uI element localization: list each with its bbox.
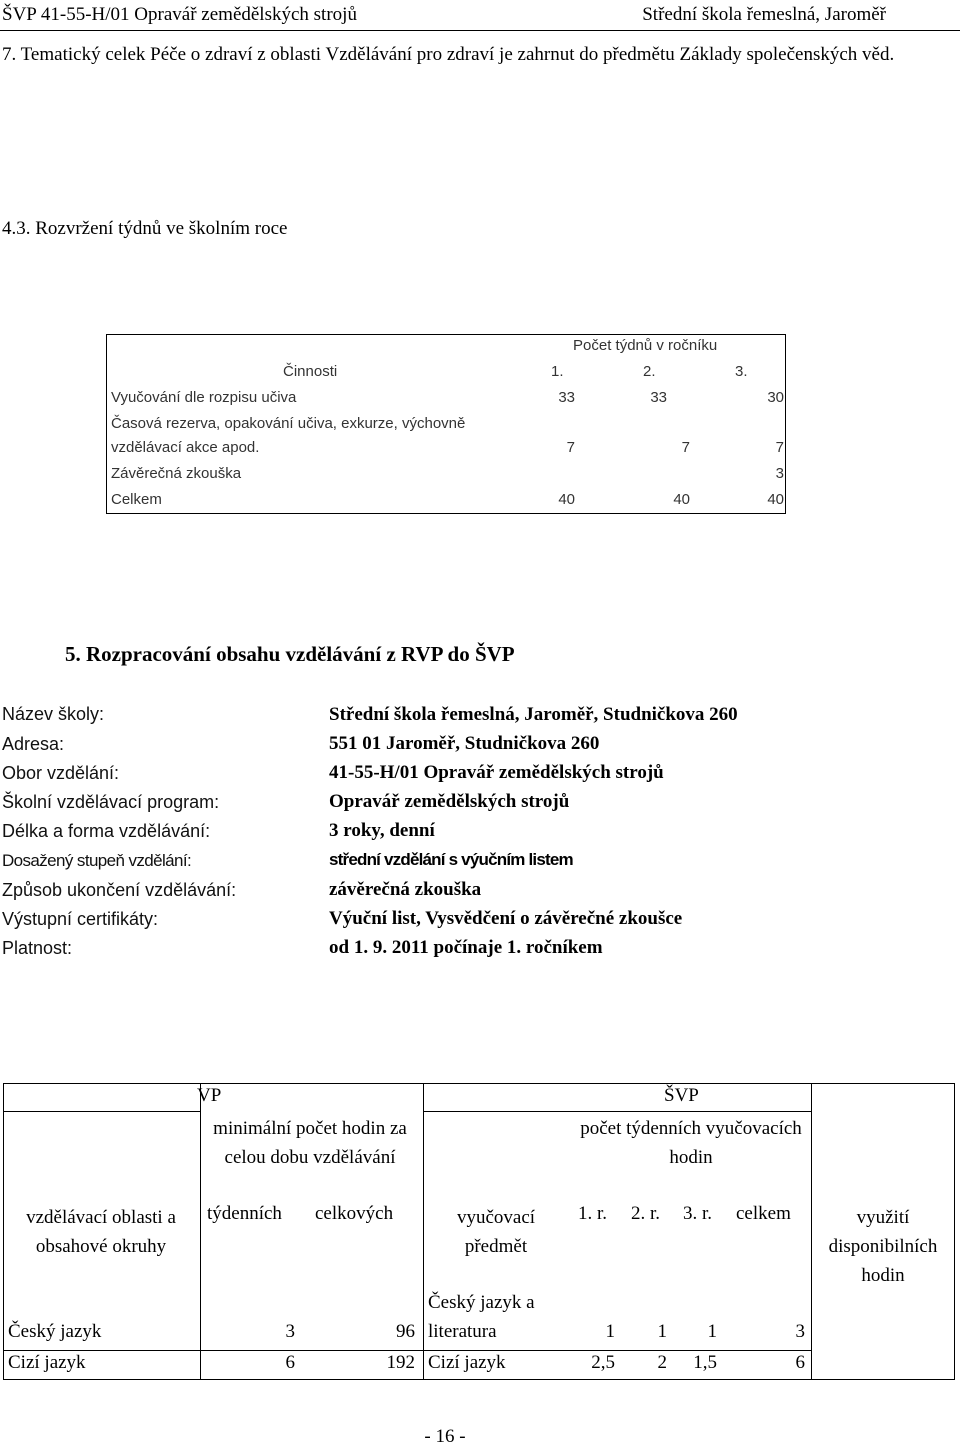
info-label: Způsob ukončení vzdělávání: bbox=[2, 880, 237, 900]
info-label: Dosažený stupeň vzdělání: bbox=[2, 851, 192, 870]
row-subject: Cizí jazyk bbox=[428, 1352, 506, 1373]
grid-line bbox=[3, 1350, 811, 1351]
weeks-col-year1: 1. bbox=[551, 363, 564, 380]
weeks-group-header: Počet týdnů v ročníku bbox=[573, 337, 718, 354]
weeks-row-label: Vyučování dle rozpisu učiva bbox=[111, 389, 297, 406]
info-value: 41-55-H/01 Opravář zemědělských strojů bbox=[329, 762, 664, 783]
header-use: využití disponibilních hodin bbox=[828, 1207, 938, 1286]
weeks-col-year2: 2. bbox=[643, 363, 656, 380]
header-svp: ŠVP bbox=[664, 1085, 699, 1106]
row-year1: 2,5 bbox=[591, 1352, 615, 1373]
grid-line bbox=[3, 1111, 200, 1112]
weeks-row-value: 7 bbox=[681, 439, 690, 456]
row-year3: 1,5 bbox=[693, 1352, 717, 1373]
info-label: Platnost: bbox=[2, 938, 73, 958]
grid-line bbox=[423, 1083, 424, 1380]
row-total: 192 bbox=[386, 1352, 415, 1373]
weeks-col-activity: Činnosti bbox=[283, 363, 338, 380]
row-year2: 2 bbox=[657, 1352, 667, 1373]
info-value: Střední škola řemeslná, Jaroměř, Studničkova 260 bbox=[329, 704, 738, 725]
info-value: střední vzdělání s výučním listem bbox=[329, 850, 573, 869]
info-label: Adresa: bbox=[2, 734, 65, 754]
weeks-row-label-cont: vzdělávací akce apod. bbox=[111, 439, 260, 456]
header-col-weekly: týdenních bbox=[207, 1203, 282, 1224]
weeks-row-value: 7 bbox=[566, 439, 575, 456]
header-subject: vyučovací předmět bbox=[456, 1207, 536, 1257]
grid-line bbox=[200, 1083, 201, 1380]
header-school-name: Střední škola řemeslná, Jaroměř bbox=[642, 4, 886, 25]
row-subject: Český jazyk a bbox=[428, 1292, 535, 1313]
grid-line bbox=[423, 1111, 811, 1112]
info-label: Název školy: bbox=[2, 704, 105, 724]
info-label: Školní vzdělávací program: bbox=[2, 792, 220, 812]
weeks-row-value: 3 bbox=[775, 465, 784, 482]
weeks-row-value: 30 bbox=[767, 389, 784, 406]
header-col-total: celkových bbox=[315, 1203, 394, 1224]
row-sum: 3 bbox=[795, 1321, 805, 1342]
weeks-row-value: 7 bbox=[775, 439, 784, 456]
weeks-row-value: 33 bbox=[558, 389, 575, 406]
info-value: od 1. 9. 2011 počínaje 1. ročníkem bbox=[329, 937, 603, 958]
row-year1: 1 bbox=[605, 1321, 615, 1342]
row-weekly: 6 bbox=[285, 1352, 295, 1373]
weeks-row-value: 40 bbox=[673, 491, 690, 508]
info-value: Výuční list, Vysvědčení o závěrečné zkoušce bbox=[329, 908, 683, 929]
section-4-3-heading: 4.3. Rozvržení týdnů ve školním roce bbox=[2, 218, 288, 239]
weeks-row-value: 40 bbox=[558, 491, 575, 508]
info-value: 551 01 Jaroměř, Studničkova 260 bbox=[329, 733, 600, 754]
header-program-title: ŠVP 41-55-H/01 Opravář zemědělských strojů bbox=[2, 4, 357, 25]
grid-line bbox=[811, 1083, 812, 1380]
header-weekly-hours: počet týdenních vyučovacích hodin bbox=[580, 1118, 802, 1168]
weeks-table bbox=[106, 334, 786, 514]
weeks-row-label: Celkem bbox=[111, 491, 162, 508]
row-area: Cizí jazyk bbox=[8, 1352, 86, 1373]
weeks-row-label: Závěrečná zkouška bbox=[111, 465, 242, 482]
page-number: - 16 - bbox=[424, 1426, 466, 1447]
info-value: 3 roky, denní bbox=[329, 820, 435, 841]
weeks-col-year3: 3. bbox=[735, 363, 748, 380]
header-year1: 1. r. bbox=[578, 1203, 608, 1224]
rvp-svp-table bbox=[0, 1083, 960, 1381]
header-min-hours: minimální počet hodin za celou dobu vzdělávání bbox=[213, 1118, 407, 1168]
info-label: Obor vzdělání: bbox=[2, 763, 120, 783]
header-year2: 2. r. bbox=[631, 1203, 661, 1224]
weeks-row-label: Časová rezerva, opakování učiva, exkurze, výchovně bbox=[111, 415, 466, 432]
info-value: závěrečná zkouška bbox=[329, 879, 482, 900]
row-total: 96 bbox=[396, 1321, 415, 1342]
header-area: vzdělávací oblasti a obsahové okruhy bbox=[26, 1207, 176, 1257]
paragraph-7: 7. Tematický celek Péče o zdraví z oblasti Vzdělávání pro zdraví je zahrnut do předmětu Základy společenských věd. bbox=[2, 44, 895, 65]
section-5-heading: 5. Rozpracování obsahu vzdělávání z RVP do ŠVP bbox=[65, 642, 515, 666]
header-sum: celkem bbox=[736, 1203, 791, 1224]
row-subject-cont: literatura bbox=[428, 1321, 497, 1342]
weeks-row-value: 40 bbox=[767, 491, 784, 508]
row-sum: 6 bbox=[795, 1352, 805, 1373]
row-area: Český jazyk bbox=[8, 1321, 102, 1342]
row-year2: 1 bbox=[657, 1321, 667, 1342]
weeks-row-value: 33 bbox=[650, 389, 667, 406]
info-label: Výstupní certifikáty: bbox=[2, 909, 159, 929]
header-divider bbox=[0, 30, 960, 31]
info-value: Opravář zemědělských strojů bbox=[329, 791, 570, 812]
info-label: Délka a forma vzdělávání: bbox=[2, 821, 211, 841]
header-vp: VP bbox=[197, 1085, 222, 1106]
row-year3: 1 bbox=[707, 1321, 717, 1342]
header-year3: 3. r. bbox=[683, 1203, 713, 1224]
row-weekly: 3 bbox=[285, 1321, 295, 1342]
